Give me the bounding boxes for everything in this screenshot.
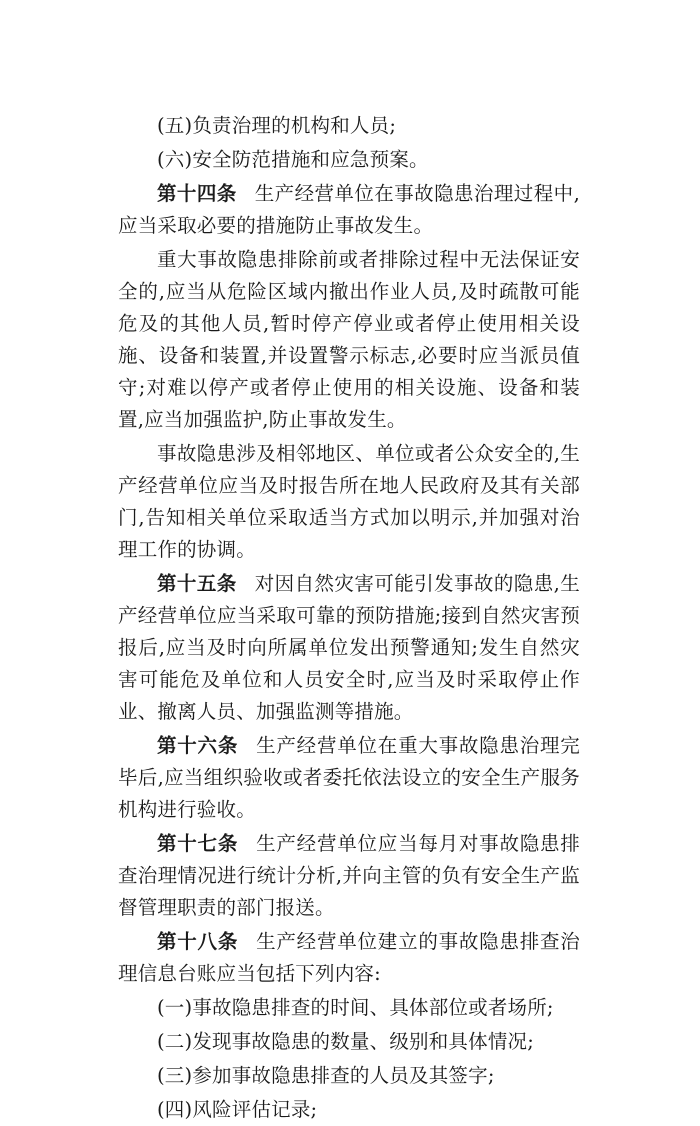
paragraph xyxy=(118,568,580,728)
paragraph xyxy=(118,1094,580,1126)
article-number: 第十五条 xyxy=(157,572,237,595)
article-number: 第十七条 xyxy=(157,832,239,855)
paragraph xyxy=(118,1060,580,1092)
paragraph xyxy=(118,992,580,1024)
paragraph xyxy=(118,110,580,142)
paragraph-text: 生产经营单位在事故隐患治理过程中,应当采取必要的措施防止事故发生。 xyxy=(118,182,580,237)
paragraph xyxy=(118,438,580,566)
paragraph-text: (五)负责治理的机构和人员; xyxy=(157,114,397,137)
paragraph xyxy=(118,144,580,176)
paragraph-text: 生产经营单位应当每月对事故隐患排查治理情况进行统计分析,并向主管的负有安全生产监督管理职责的部门报送。 xyxy=(118,832,580,919)
paragraph-text: (一)事故隐患排查的时间、具体部位或者场所; xyxy=(157,996,554,1019)
paragraph-text: 生产经营单位建立的事故隐患排查治理信息台账应当包括下列内容: xyxy=(118,930,580,985)
paragraph-text: (三)参加事故隐患排查的人员及其签字; xyxy=(157,1064,495,1087)
paragraph xyxy=(118,730,580,826)
paragraph-text: 重大事故隐患排除前或者排除过程中无法保证安全的,应当从危险区域内撤出作业人员,及时疏散可能危及的其他人员,暂时停产停业或者停止使用相关设施、设备和装置,并设置警示标志,必要时应当派员值守;对难以停产或者停止使用的相关设施、设备和装置,应当加强监护,防止事故发生。 xyxy=(118,248,580,431)
paragraph-text: 对因自然灾害可能引发事故的隐患,生产经营单位应当采取可靠的预防措施;接到自然灾害预报后,应当及时向所属单位发出预警通知;发生自然灾害可能危及单位和人员安全时,应当及时采取停止作业、撤离人员、加强监测等措施。 xyxy=(118,572,580,723)
paragraph xyxy=(118,828,580,924)
paragraph-text: 生产经营单位在重大事故隐患治理完毕后,应当组织验收或者委托依法设立的安全生产服务机构进行验收。 xyxy=(118,734,580,821)
paragraph-text: (二)发现事故隐患的数量、级别和具体情况; xyxy=(157,1030,534,1053)
article-number: 第十六条 xyxy=(157,734,239,757)
paragraph-text: (四)风险评估记录; xyxy=(157,1098,318,1121)
paragraph-text: 事故隐患涉及相邻地区、单位或者公众安全的,生产经营单位应当及时报告所在地人民政府及其有关部门,告知相关单位采取适当方式加以明示,并加强对治理工作的协调。 xyxy=(118,442,580,561)
article-number: 第十八条 xyxy=(157,930,239,953)
paragraph xyxy=(118,178,580,242)
paragraph xyxy=(118,1026,580,1058)
article-number: 第十四条 xyxy=(157,182,237,205)
paragraph xyxy=(118,926,580,990)
paragraph-text: (六)安全防范措施和应急预案。 xyxy=(157,148,429,171)
paragraph xyxy=(118,244,580,436)
